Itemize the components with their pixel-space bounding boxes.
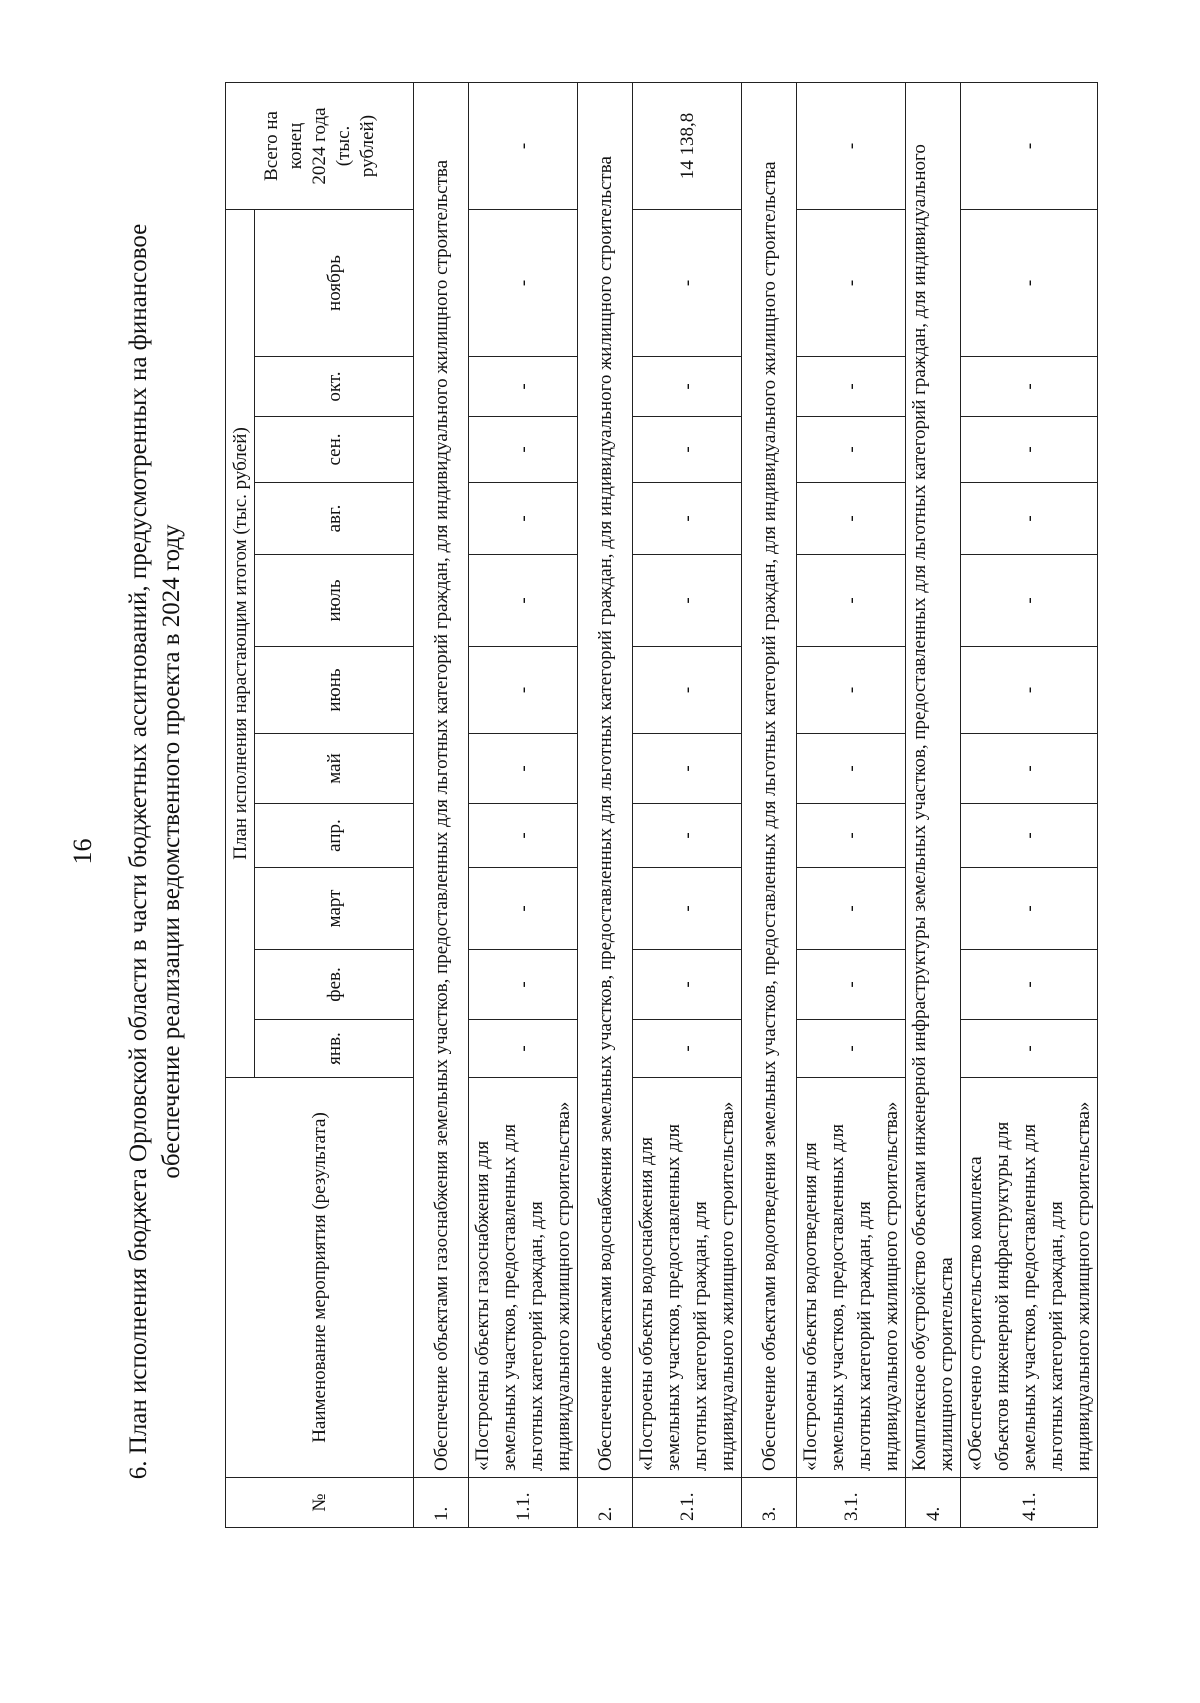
result-name [961, 1078, 1098, 1478]
section-title: Обеспечение объектами газоснабжения земельных участков, предоставленных для льготных категорий граждан, для индивидуального жилищного строительства [414, 83, 469, 1478]
value-jan: - [469, 1020, 578, 1078]
result-name-line: индивидуального жилищного строительства» [881, 1101, 902, 1471]
result-name-line: льготных категорий граждан, для [526, 1201, 547, 1471]
value-feb: - [961, 950, 1098, 1020]
result-name-line: «Построены объекты водоснабжения для [636, 1137, 657, 1471]
value-feb: - [797, 950, 906, 1020]
result-row [469, 83, 578, 1528]
header-plan-cumulative: План исполнения нарастающим итогом (тыс. рублей) [226, 210, 255, 1078]
value-apr: - [469, 804, 578, 868]
section-heading [122, 0, 188, 1703]
value-total: - [469, 83, 578, 210]
value-jul: - [469, 555, 578, 647]
result-name-line: земельных участков, предоставленных для [827, 1124, 848, 1471]
section-row [742, 83, 797, 1528]
value-oct: - [469, 357, 578, 417]
value-apr: - [633, 804, 742, 868]
row-number: 2.1. [633, 1478, 742, 1528]
result-name-line: льготных категорий граждан, для [690, 1201, 711, 1471]
value-jul: - [961, 555, 1098, 647]
value-nov: - [469, 210, 578, 357]
section-row [906, 83, 961, 1528]
result-name-line: «Построены объекты газоснабжения для [472, 1140, 493, 1471]
value-mar: - [961, 868, 1098, 950]
value-jan: - [633, 1020, 742, 1078]
section-title: Обеспечение объектами водоснабжения земельных участков, предоставленных для льготных категорий граждан, для индивидуального жилищного строительства [578, 83, 633, 1478]
header-month-jul: июль [255, 555, 414, 647]
value-may: - [469, 734, 578, 804]
row-number: 3. [742, 1478, 797, 1528]
row-number: 3.1. [797, 1478, 906, 1528]
header-month-feb: фев. [255, 950, 414, 1020]
value-sep: - [797, 417, 906, 483]
result-name-line: объектов инженерной инфраструктуры для [991, 1121, 1013, 1471]
value-jun: - [797, 647, 906, 734]
result-name-line: «Обеспечено строительство комплекса [964, 1156, 986, 1471]
section-row [414, 83, 469, 1528]
value-aug: - [469, 483, 578, 555]
value-jul: - [633, 555, 742, 647]
result-name [633, 1078, 742, 1478]
result-name-line: индивидуального жилищного строительства» [1072, 1101, 1094, 1471]
value-jan: - [961, 1020, 1098, 1078]
result-name-line: земельных участков, предоставленных для [663, 1124, 684, 1471]
value-may: - [961, 734, 1098, 804]
header-month-jun: июнь [255, 647, 414, 734]
result-name-line: земельных участков, предоставленных для [499, 1124, 520, 1471]
section-title: Комплексное обустройство объектами инженерной инфраструктуры земельных участков, предоставленных для льготных категорий граждан, для индивидуального жилищного строительства [906, 83, 961, 1478]
value-mar: - [797, 868, 906, 950]
value-total: 14 138,8 [633, 83, 742, 210]
section-row [578, 83, 633, 1528]
value-aug: - [797, 483, 906, 555]
result-name [797, 1078, 906, 1478]
value-jun: - [633, 647, 742, 734]
header-number: № [226, 1478, 414, 1528]
header-total-line: (тыс. [332, 125, 354, 167]
row-number: 1. [414, 1478, 469, 1528]
row-number: 4.1. [961, 1478, 1098, 1528]
header-month-aug: авг. [255, 483, 414, 555]
result-name-line: индивидуального жилищного строительства» [717, 1101, 738, 1471]
value-sep: - [961, 417, 1098, 483]
value-apr: - [797, 804, 906, 868]
value-feb: - [469, 950, 578, 1020]
header-month-sep: сен. [255, 417, 414, 483]
budget-plan-table [225, 82, 1098, 1528]
page-number: 16 [68, 838, 97, 865]
header-total-line: 2024 года [308, 107, 330, 185]
value-aug: - [961, 483, 1098, 555]
value-may: - [633, 734, 742, 804]
result-name-line: льготных категорий граждан, для [854, 1201, 875, 1471]
value-oct: - [961, 357, 1098, 417]
value-mar: - [469, 868, 578, 950]
value-apr: - [961, 804, 1098, 868]
header-month-oct: окт. [255, 357, 414, 417]
value-feb: - [633, 950, 742, 1020]
value-mar: - [633, 868, 742, 950]
result-row [797, 83, 906, 1528]
value-nov: - [797, 210, 906, 357]
header-month-nov: ноябрь [255, 210, 414, 357]
row-number: 4. [906, 1478, 961, 1528]
value-total: - [961, 83, 1098, 210]
header-row-1 [226, 83, 255, 1528]
value-jan: - [797, 1020, 906, 1078]
result-row [961, 83, 1098, 1528]
header-month-may: май [255, 734, 414, 804]
section-title: Обеспечение объектами водоотведения земельных участков, предоставленных для льготных категорий граждан, для индивидуального жилищного строительства [742, 83, 797, 1478]
result-name-line: индивидуального жилищного строительства» [553, 1101, 574, 1471]
heading-line-1: 6. План исполнения бюджета Орловской области в части бюджетных ассигнований, предусмотренных на финансовое [125, 223, 152, 1480]
header-total-line: конец [284, 122, 306, 170]
value-sep: - [469, 417, 578, 483]
value-jun: - [961, 647, 1098, 734]
value-may: - [797, 734, 906, 804]
row-number: 1.1. [469, 1478, 578, 1528]
value-sep: - [633, 417, 742, 483]
result-name-line: «Построены объекты водоотведения для [800, 1142, 821, 1471]
value-nov: - [961, 210, 1098, 357]
value-jul: - [797, 555, 906, 647]
result-name [469, 1078, 578, 1478]
result-row [633, 83, 742, 1528]
value-nov: - [633, 210, 742, 357]
value-oct: - [633, 357, 742, 417]
heading-line-2: обеспечение реализации ведомственного проекта в 2024 году [158, 524, 185, 1179]
result-name-line: льготных категорий граждан, для [1045, 1201, 1067, 1471]
value-aug: - [633, 483, 742, 555]
header-total-line: Всего на [260, 111, 282, 181]
row-number: 2. [578, 1478, 633, 1528]
header-month-jan: янв. [255, 1020, 414, 1078]
header-activity-name: Наименование мероприятия (результата) [226, 1078, 414, 1478]
value-oct: - [797, 357, 906, 417]
header-total [226, 83, 414, 210]
header-total-line: рублей) [356, 114, 378, 178]
value-jun: - [469, 647, 578, 734]
header-month-apr: апр. [255, 804, 414, 868]
header-month-mar: март [255, 868, 414, 950]
value-total: - [797, 83, 906, 210]
result-name-line: земельных участков, предоставленных для [1018, 1124, 1040, 1471]
